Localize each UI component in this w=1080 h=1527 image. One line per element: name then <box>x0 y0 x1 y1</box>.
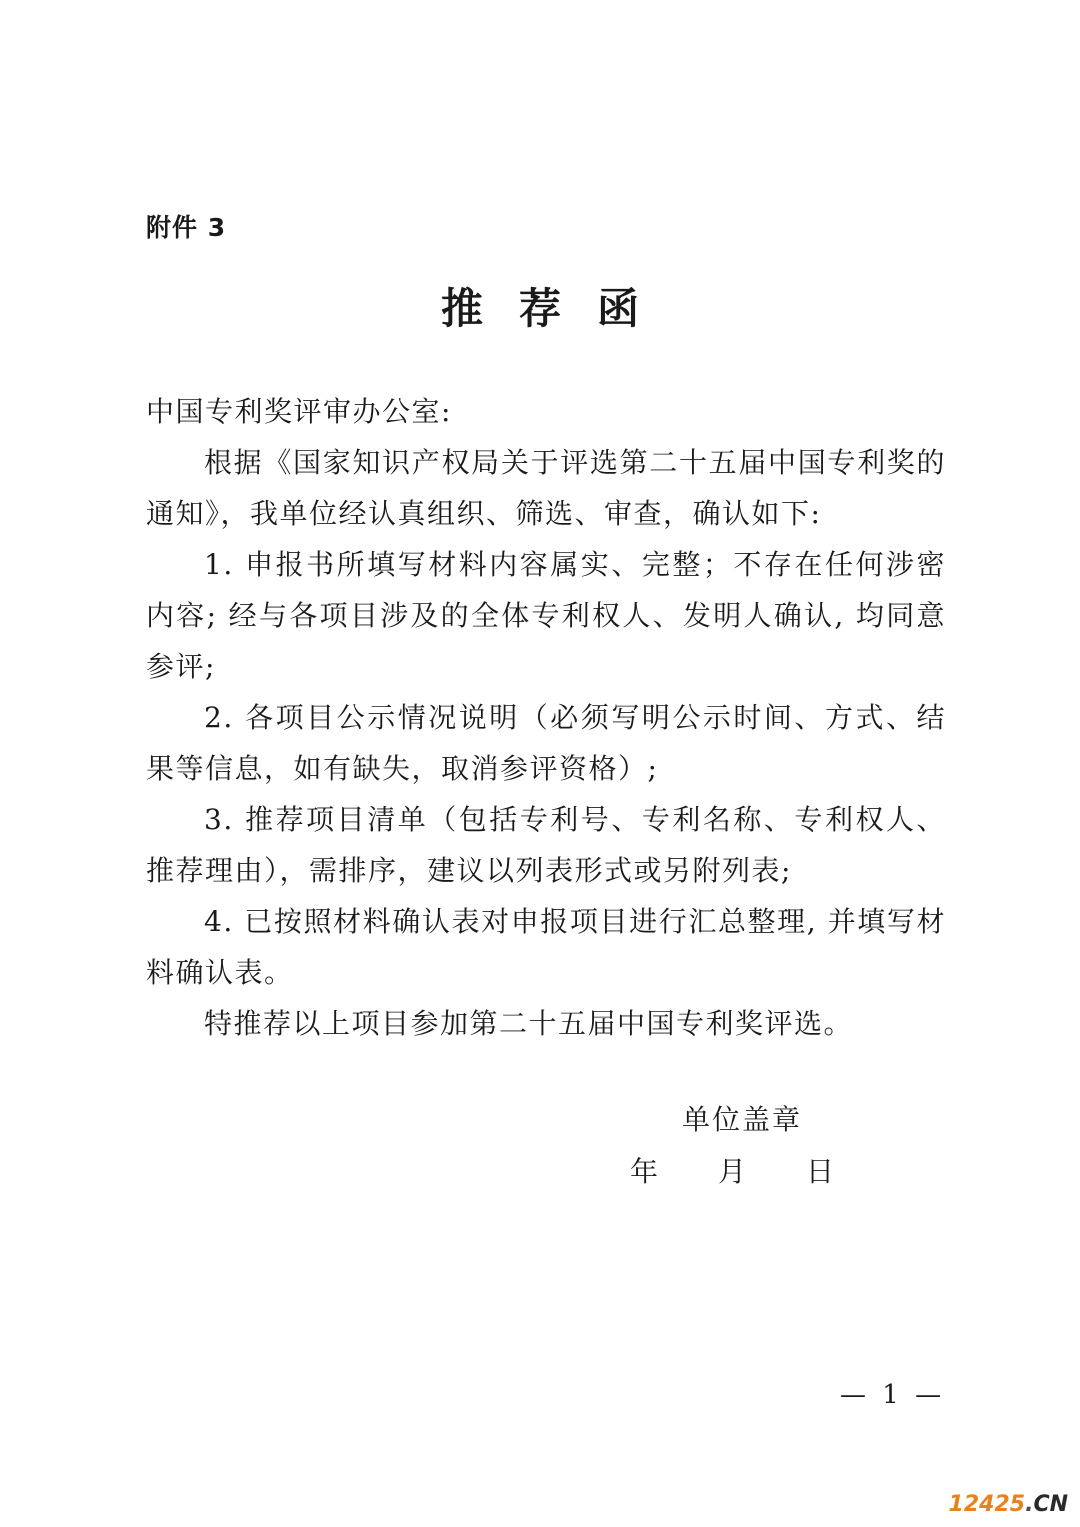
watermark-number: 12425 <box>948 1492 1026 1517</box>
letter-body <box>146 386 946 1049</box>
list-item: 1. 申报书所填写材料内容属实、完整；不存在任何涉密内容; 经与各项目涉及的全体专利权人、发明人确认, 均同意参评; <box>146 548 946 683</box>
attachment-label: 附件 3 <box>146 213 227 242</box>
list-item: 3. 推荐项目清单（包括专利号、专利名称、专利权人、推荐理由），需排序，建议以列表形式或另附列表; <box>146 803 946 887</box>
date-line <box>630 1150 834 1190</box>
site-watermark <box>949 1492 1068 1517</box>
year-label: 年 <box>630 1155 659 1188</box>
page-number: — 1 — <box>840 1380 946 1410</box>
seal-label: 单位盖章 <box>682 1103 803 1136</box>
list-item: 4. 已按照材料确认表对申报项目进行汇总整理, 并填写材料确认表。 <box>146 905 946 989</box>
watermark-suffix: CN <box>1033 1492 1068 1517</box>
salutation: 中国专利奖评审办公室: <box>146 395 452 428</box>
day-label: 日 <box>806 1155 835 1188</box>
intro-paragraph: 根据《国家知识产权局关于评选第二十五届中国专利奖的通知》，我单位经认真组织、筛选、审查，确认如下: <box>146 446 946 530</box>
document-title: 推荐函 <box>440 284 675 333</box>
closing-paragraph: 特推荐以上项目参加第二十五届中国专利奖评选。 <box>204 1007 854 1040</box>
list-item: 2. 各项目公示情况说明（必须写明公示时间、方式、结果等信息，如有缺失，取消参评资格）; <box>146 701 946 785</box>
watermark-dot: . <box>1025 1492 1034 1517</box>
month-label: 月 <box>718 1155 747 1188</box>
